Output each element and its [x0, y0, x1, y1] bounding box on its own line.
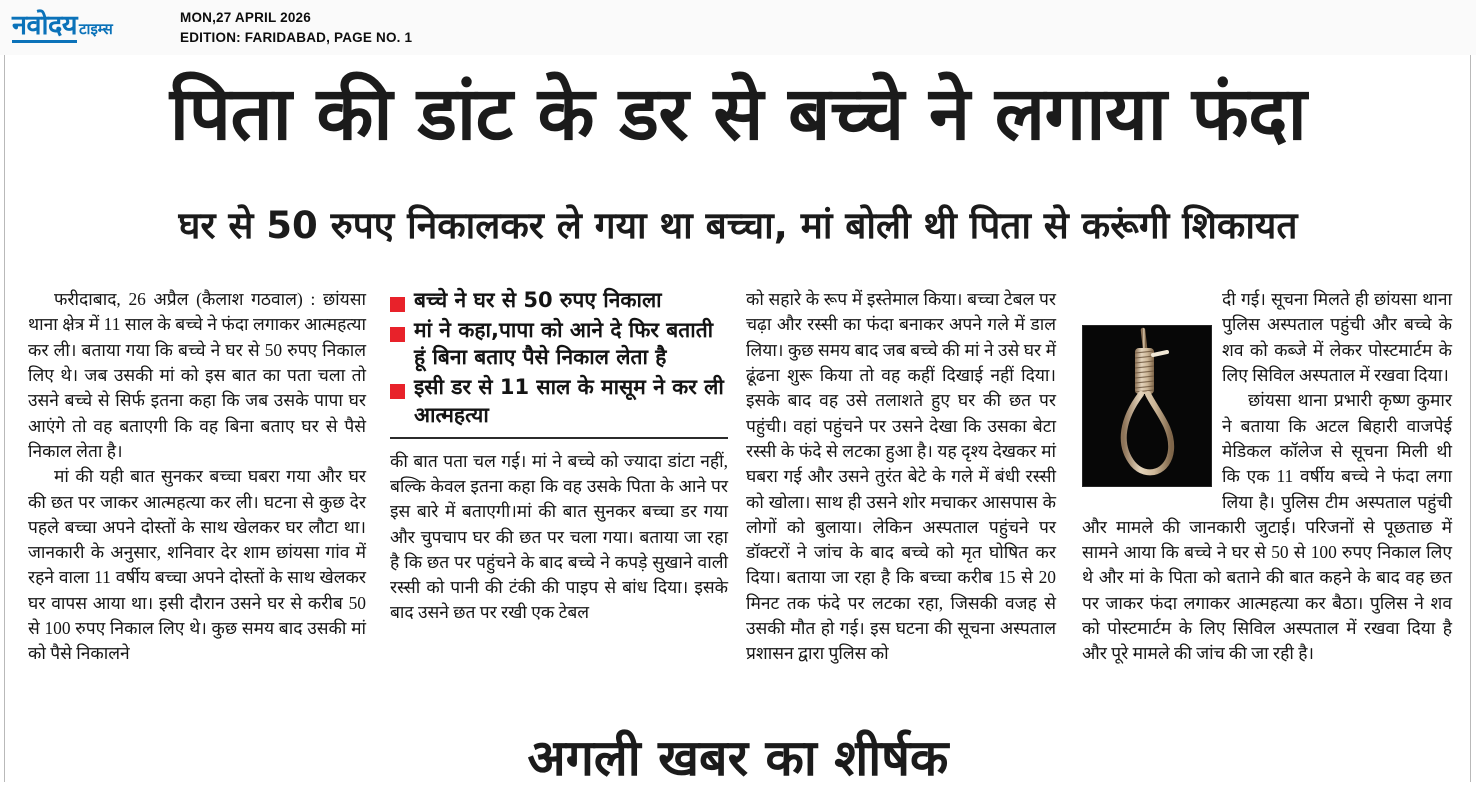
key-points-box: [390, 287, 728, 439]
column3-paragraph-1: को सहारे के रूप में इस्तेमाल किया। बच्चा टेबल पर चढ़ा और रस्सी का फंदा बनाकर अपने गले में डाल लिया। कुछ समय बाद जब बच्चे की मां ने उसे घर में ढूंढना शुरू किया तो वह कहीं दिखाई नहीं दिया। इसके बाद वह उसे तलाशते हुए घर की छत पर पहुंची। वहां पहुंचने पर उसने देखा कि उसका बेटा रस्सी के फंदे से लटका हुआ है। यह दृश्य देखकर मां घबरा गई और उसने तुरंत बेटे के गले में बंधी रस्सी को खोला। साथ ही उसने शोर मचाकर आसपास के लोगों को बुलाया। लेकिन अस्पताल पहुंचने पर डॉक्टरों ने जांच के बाद बच्चे को मृत घोषित कर दिया। बताया जा रहा है कि बच्चा करीब 15 से 20 मिनट तक फंदे पर लटका रहा, जिसकी वजह से उसकी मौत हो गई। इस घटना की सूचना अस्पताल प्रशासन द्वारा पुलिस को: [746, 289, 1056, 664]
left-column-rule: [4, 55, 5, 782]
article-column-2: [390, 287, 728, 782]
key-point-text: इसी डर से 11 साल के मासूम ने कर ली आत्महत्या: [414, 375, 724, 427]
masthead-bar: [0, 0, 1476, 56]
square-bullet-icon: [390, 384, 405, 399]
edition-line: EDITION: FARIDABAD, PAGE NO. 1: [180, 29, 413, 45]
article-headline: पिता की डांट के डर से बच्चे ने लगाया फंदा: [169, 71, 1307, 157]
next-article-headline-cutoff: [18, 729, 1458, 787]
article-clipping: [0, 55, 1476, 787]
noose-photo: [1082, 325, 1212, 487]
square-bullet-icon: [390, 327, 405, 342]
logo-main-text: नवोदय: [12, 10, 77, 41]
key-point-text: मां ने कहा,पापा को आने दे फिर बताती हूं बिना बताए पैसे निकाल लेता है: [414, 317, 714, 370]
edition-info: [180, 8, 412, 47]
next-article-headline-text: अगली खबर का शीर्षक: [527, 729, 949, 787]
column1-paragraph-1: फरीदाबाद, 26 अप्रैल (कैलाश गठवाल) : छांयसा थाना क्षेत्र में 11 साल के बच्चे ने फंदा लगाकर आत्महत्या कर ली। बताया गया कि बच्चे ने घर से 50 रुपए निकाल लिए थे। जब उसकी मां को इस बात का पता चला तो उसने बच्चे से सिर्फ इतना कहा कि जब उसके पापा घर आएंगे तो वह बताएगी कि वह बिना बताए घर से पैसे निकाल लेता है।: [28, 289, 366, 461]
square-bullet-icon: [390, 297, 405, 312]
article-columns: [28, 287, 1452, 782]
date-line: MON,27 APRIL 2026: [180, 9, 311, 25]
key-point-item: [390, 287, 728, 315]
column4-paragraph-2: छांयसा थाना प्रभारी कृष्ण कुमार ने बताया कि अटल बिहारी वाजपेई मेडिकल कॉलेज से सूचना मिली थी कि एक 11 वर्षीय बच्चे ने फंदा लगा लिया है। पुलिस टीम अस्पताल पहुंची और मामले की जानकारी जुटाई। परिजनों से पूछताछ में सामने आया कि बच्चे ने घर से 50 से 100 रुपए निकाल लिए थे और मां के पिता को बताने की बात कहने के बाद वह छत पर जाकर फंदा लगाकर आत्महत्या कर बैठा। पुलिस ने शव को पोस्टमार्टम के लिए सिविल अस्पताल में रखवा दिया है और पूरे मामले की जांच की जा रही है।: [1082, 390, 1452, 664]
key-point-text: बच्चे ने घर से 50 रुपए निकाला: [414, 288, 662, 312]
article-column-3: [746, 287, 1056, 782]
column4-paragraph-1: दी गई। सूचना मिलते ही छांयसा थाना पुलिस अस्पताल पहुंची और बच्चे के शव को कब्जे में लेकर पोस्टमार्टम के लिए सिविल अस्पताल में रखवा दिया।: [1222, 289, 1452, 385]
article-column-1: [28, 287, 366, 782]
column1-paragraph-2: मां की यही बात सुनकर बच्चा घबरा गया और घर की छत पर जाकर आत्महत्या कर ली। घटना से कुछ देर पहले बच्चा अपने दोस्तों के साथ खेलकर घर लौटा था। जानकारी के अनुसार, शनिवार देर शाम छांयसा गांव में रहने वाला 11 वर्षीय बच्चा अपने दोस्तों के साथ खेलकर घर वापस आया था। इसी दौरान उसने घर से करीब 50 से 100 रुपए निकाल लिए थे। कुछ समय बाद उसकी मां को पैसे निकालने: [28, 466, 366, 664]
key-point-item: [390, 374, 728, 429]
key-point-item: [390, 317, 728, 372]
article-subheadline: घर से 50 रुपए निकालकर ले गया था बच्चा, मां बोली थी पिता से करूंगी शिकायत: [178, 204, 1298, 247]
logo-sub-text: टाइम्स: [79, 20, 113, 38]
column2-paragraph-1: की बात पता चल गई। मां ने बच्चे को ज्यादा डांटा नहीं, बल्कि केवल इतना कहा कि वह उसके पिता के आने पर इस बारे में बताएगी।मां की बात सुनकर बच्चा डर गया और चुपचाप घर की छत पर चला गया। बताया जा रहा है कि छत पर पहुंचने के बाद बच्चे ने कपड़े सुखाने वाली रस्सी को पानी की टंकी की पाइप से बांध दिया। इसके बाद उसने छत पर रखी एक टेबल: [390, 450, 728, 623]
publication-logo: [12, 12, 162, 43]
right-column-rule: [1470, 55, 1471, 782]
key-points-divider: [390, 437, 728, 439]
article-column-4: [1082, 287, 1452, 782]
